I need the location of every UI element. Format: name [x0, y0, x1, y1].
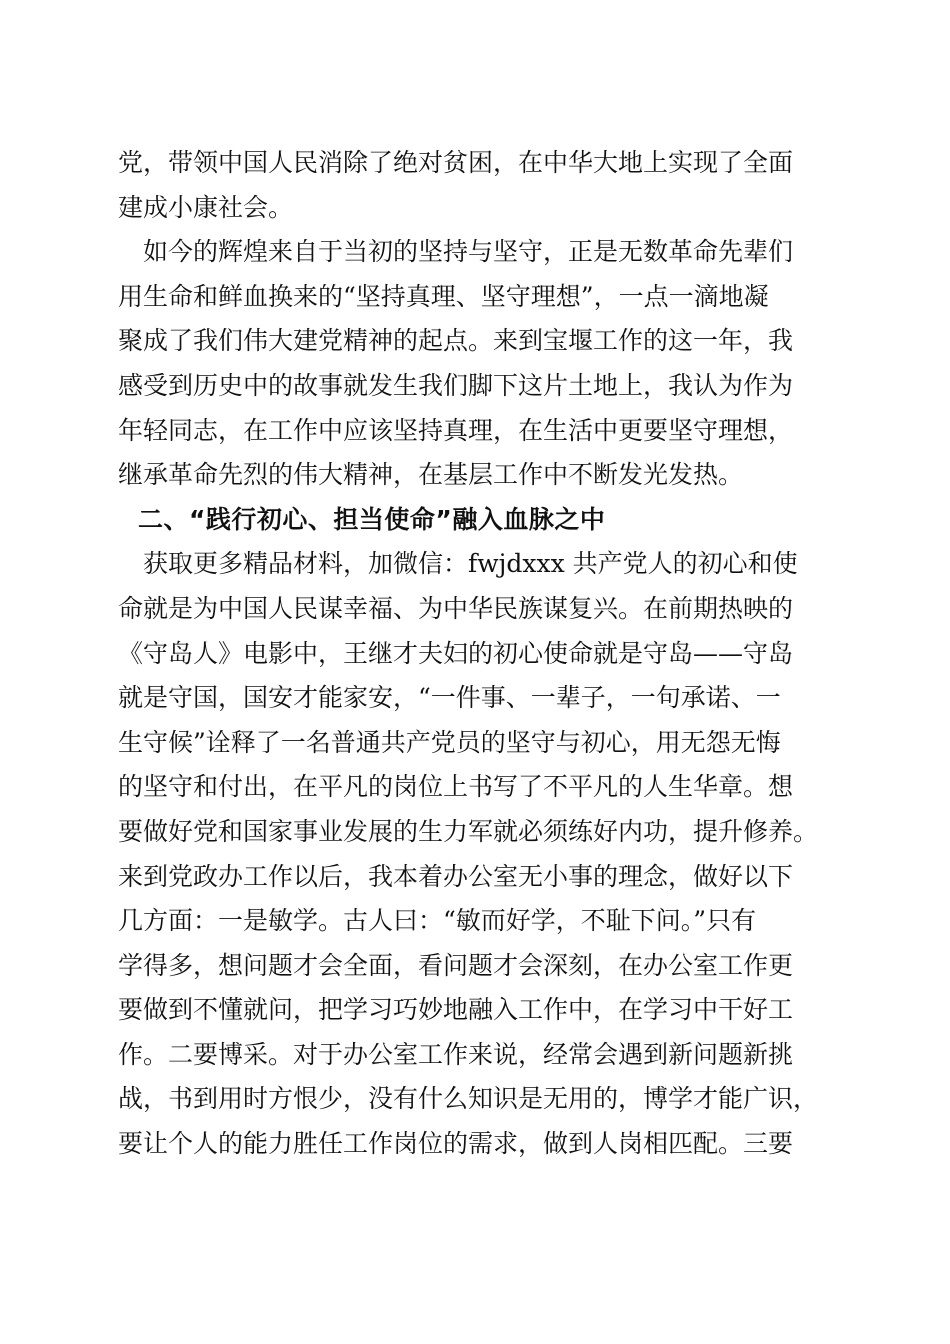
body-line: 就是守国，国安才能家安，“一件事、一辈子，一句承诺、一: [118, 683, 781, 713]
body-line: 几方面：一是敏学。古人曰：“敏而好学，不耻下问。”只有: [118, 906, 757, 936]
body-line: 学得多，想问题才会全面，看问题才会深刻，在办公室工作更: [118, 950, 794, 980]
body-line: 聚成了我们伟大建党精神的起点。来到宝堰工作的这一年，我: [118, 326, 794, 356]
body-line: 用生命和鲜血换来的“坚持真理、坚守理想”，一点一滴地凝: [118, 281, 769, 311]
body-line: 获取更多精品材料，加微信：fwjdxxx 共产党人的初心和使: [118, 549, 798, 579]
body-line: 要做到不懂就问，把学习巧妙地融入工作中，在学习中干好工: [118, 995, 794, 1025]
body-line: 要做好党和国家事业发展的生力军就必须练好内功，提升修养。: [118, 816, 819, 846]
body-line: 作。二要博采。对于办公室工作来说，经常会遇到新问题新挑: [118, 1039, 794, 1069]
section-heading: 二、“践行初心、担当使命”融入血脉之中: [138, 504, 606, 534]
body-line: 命就是为中国人民谋幸福、为中华民族谋复兴。在前期热映的: [118, 593, 794, 623]
body-line: 来到党政办工作以后，我本着办公室无小事的理念，做好以下: [118, 861, 794, 891]
body-line: 建成小康社会。: [118, 192, 294, 222]
body-line: 生守候”诠释了一名普通共产党员的坚守与初心，用无怨无悔: [118, 727, 781, 757]
document-body: [118, 141, 838, 1167]
body-line: 党，带领中国人民消除了绝对贫困，在中华大地上实现了全面: [118, 148, 794, 177]
body-line: 继承革命先烈的伟大精神，在基层工作中不断发光发热。: [118, 460, 744, 490]
body-line: 《守岛人》电影中，王继才夫妇的初心使命就是守岛——守岛: [118, 638, 794, 668]
body-line: 战，书到用时方恨少，没有什么知识是无用的，博学才能广识，: [118, 1084, 819, 1114]
body-line: 感受到历史中的故事就发生我们脚下这片土地上，我认为作为: [118, 370, 794, 400]
body-line: 年轻同志，在工作中应该坚持真理，在生活中更要坚守理想，: [118, 415, 794, 445]
body-line: 要让个人的能力胜任工作岗位的需求，做到人岗相匹配。三要: [118, 1129, 794, 1159]
body-line: 的坚守和付出，在平凡的岗位上书写了不平凡的人生华章。想: [118, 772, 794, 802]
body-line: 如今的辉煌来自于当初的坚持与坚守，正是无数革命先辈们: [118, 237, 794, 267]
